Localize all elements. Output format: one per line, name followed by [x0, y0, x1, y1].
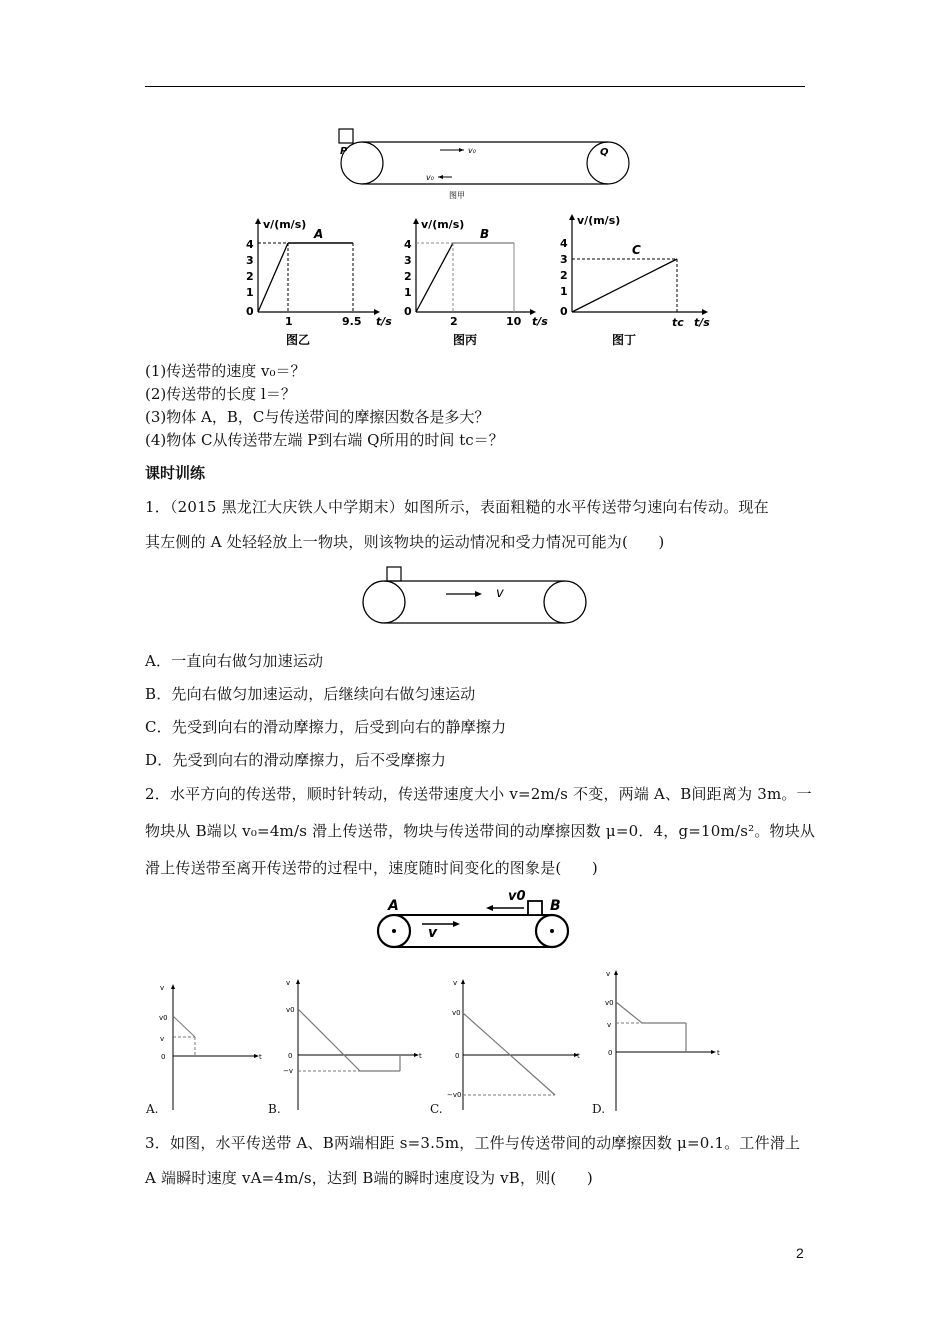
- option-graph-b: [280, 975, 420, 1115]
- svg-text:v0: v0: [286, 1006, 295, 1014]
- problem-2-line-2: 物块从 B端以 v₀=4m/s 滑上传送带，物块与传送带间的动摩擦因数 μ=0．4，g=10m/s²。物块从: [145, 822, 816, 840]
- svg-text:0: 0: [455, 1052, 460, 1060]
- line-a-accel: [258, 243, 288, 312]
- svg-text:t: t: [577, 1052, 580, 1060]
- xlabel: t/s: [694, 316, 710, 329]
- question-2: (2)传送带的长度 l＝？: [145, 385, 296, 403]
- ytick-0: 0: [246, 305, 254, 318]
- option-label-c: C.: [430, 1102, 443, 1116]
- header-rule: [145, 86, 805, 87]
- page-number: 2: [796, 1245, 804, 1261]
- question-1: (1)传送带的速度 v₀＝？: [145, 362, 306, 380]
- option-1d: D．先受到向右的滑动摩擦力，后不受摩擦力: [145, 751, 447, 769]
- label-v: v: [496, 586, 504, 601]
- xtick-1: 1: [285, 315, 293, 328]
- option-1a: A．一直向右做匀加速运动: [145, 652, 324, 670]
- svg-text:v0: v0: [452, 1009, 461, 1017]
- caption-jia: 图甲: [449, 191, 465, 200]
- ytick-1: 1: [246, 286, 254, 299]
- figure-problem-1: [360, 564, 590, 626]
- line-decel: [616, 1002, 642, 1023]
- graph-ding: [556, 210, 726, 354]
- problem-1-line-2: 其左侧的 A 处轻轻放上一物块，则该物块的运动情况和受力情况可能为( ): [145, 533, 665, 551]
- xtick-tc: tc: [672, 316, 684, 329]
- svg-text:0: 0: [161, 1053, 166, 1061]
- option-label-b: B.: [268, 1102, 281, 1116]
- series-letter: C: [632, 243, 641, 257]
- v0-bottom: v₀: [426, 173, 434, 182]
- ytick-2: 2: [404, 270, 412, 283]
- ytick-3: 3: [404, 254, 412, 267]
- svg-text:v: v: [160, 984, 165, 992]
- svg-text:v: v: [607, 1021, 612, 1029]
- ytick-1: 1: [404, 286, 412, 299]
- problem-3-line-1: 3．如图，水平传送带 A、B两端相距 s=3.5m，工件与传送带间的动摩擦因数 μ=0.1。工件滑上: [145, 1134, 801, 1152]
- problem-1-line-1: 1．（2015 黑龙江大庆铁人中学期末）如图所示，表面粗糙的水平传送带匀速向右传动。现在: [145, 498, 769, 516]
- problem-2-line-1: 2．水平方向的传送带，顺时针转动，传送带速度大小 v=2m/s 不变，两端 A、B间距离为 3m。一: [145, 785, 812, 803]
- xtick-2: 10: [506, 315, 522, 328]
- label-q: Q: [600, 147, 609, 158]
- svg-text:v0: v0: [159, 1014, 168, 1022]
- series-letter: A: [314, 227, 324, 241]
- svg-text:v: v: [286, 979, 291, 987]
- line-decel: [298, 1009, 360, 1071]
- ytick-2: 2: [246, 270, 254, 283]
- line-c: [572, 259, 677, 312]
- line-decel: [463, 1013, 555, 1095]
- question-3: (3)物体 A，B，C与传送带间的摩擦因数各是多大？: [145, 408, 490, 426]
- option-graph-d: [598, 966, 723, 1116]
- ytick-4: 4: [560, 237, 568, 250]
- series-letter: B: [480, 227, 490, 241]
- question-4: (4)物体 C从传送带左端 P到右端 Q所用的时间 tc＝？: [145, 431, 504, 449]
- label-a: A: [388, 898, 399, 914]
- svg-text:0: 0: [288, 1052, 293, 1060]
- line-decel: [173, 1016, 195, 1037]
- problem-3-line-2: A 端瞬时速度 vA=4m/s，达到 B端的瞬时速度设为 vB，则( ): [145, 1169, 593, 1187]
- svg-text:0: 0: [608, 1049, 613, 1057]
- block-shape: [339, 129, 353, 143]
- xtick-2: 9.5: [342, 315, 362, 328]
- xtick-1: 2: [450, 315, 458, 328]
- label-b: B: [550, 898, 561, 914]
- option-graph-c: [445, 975, 595, 1115]
- label-v: v: [428, 925, 438, 941]
- svg-text:v: v: [160, 1035, 165, 1043]
- ylabel: v/(m/s): [421, 218, 465, 231]
- ytick-4: 4: [246, 238, 254, 251]
- caption-bing: 图丙: [453, 333, 478, 347]
- svg-text:v: v: [606, 970, 611, 978]
- figure-jia: [318, 126, 633, 204]
- option-1c: C．先受到向右的滑动摩擦力，后受到向右的静摩擦力: [145, 718, 507, 736]
- ytick-3: 3: [560, 253, 568, 266]
- ytick-4: 4: [404, 238, 412, 251]
- ylabel: v/(m/s): [263, 218, 307, 231]
- problem-2-line-3: 滑上传送带至离开传送带的过程中，速度随时间变化的图象是( ): [145, 859, 598, 877]
- label-p: P: [340, 146, 348, 157]
- ytick-2: 2: [560, 269, 568, 282]
- svg-text:−v: −v: [283, 1067, 294, 1075]
- line-b-accel: [416, 243, 453, 312]
- section-title: 课时训练: [145, 464, 206, 482]
- svg-text:t: t: [259, 1053, 262, 1061]
- graph-yi: [236, 212, 396, 354]
- label-v0: v0: [508, 889, 526, 904]
- svg-text:−v0: −v0: [447, 1091, 462, 1099]
- option-label-d: D.: [592, 1102, 606, 1116]
- caption-yi: 图乙: [286, 333, 311, 347]
- option-graph-a: [155, 980, 270, 1115]
- svg-text:v0: v0: [605, 999, 614, 1007]
- xlabel: t/s: [376, 315, 392, 328]
- option-label-a: A.: [146, 1102, 159, 1116]
- ylabel: v/(m/s): [577, 214, 621, 227]
- svg-text:t: t: [419, 1052, 422, 1060]
- ytick-0: 0: [560, 305, 568, 318]
- ytick-1: 1: [560, 285, 568, 298]
- ytick-0: 0: [404, 305, 412, 318]
- ytick-3: 3: [246, 254, 254, 267]
- v0-top: v₀: [468, 146, 476, 155]
- option-1b: B．先向右做匀加速运动，后继续向右做匀速运动: [145, 685, 476, 703]
- svg-text:v: v: [453, 979, 458, 987]
- figure-problem-2: [372, 885, 582, 951]
- svg-text:t: t: [717, 1049, 720, 1057]
- caption-ding: 图丁: [612, 333, 637, 347]
- xlabel: t/s: [532, 315, 548, 328]
- graph-bing: [396, 212, 556, 354]
